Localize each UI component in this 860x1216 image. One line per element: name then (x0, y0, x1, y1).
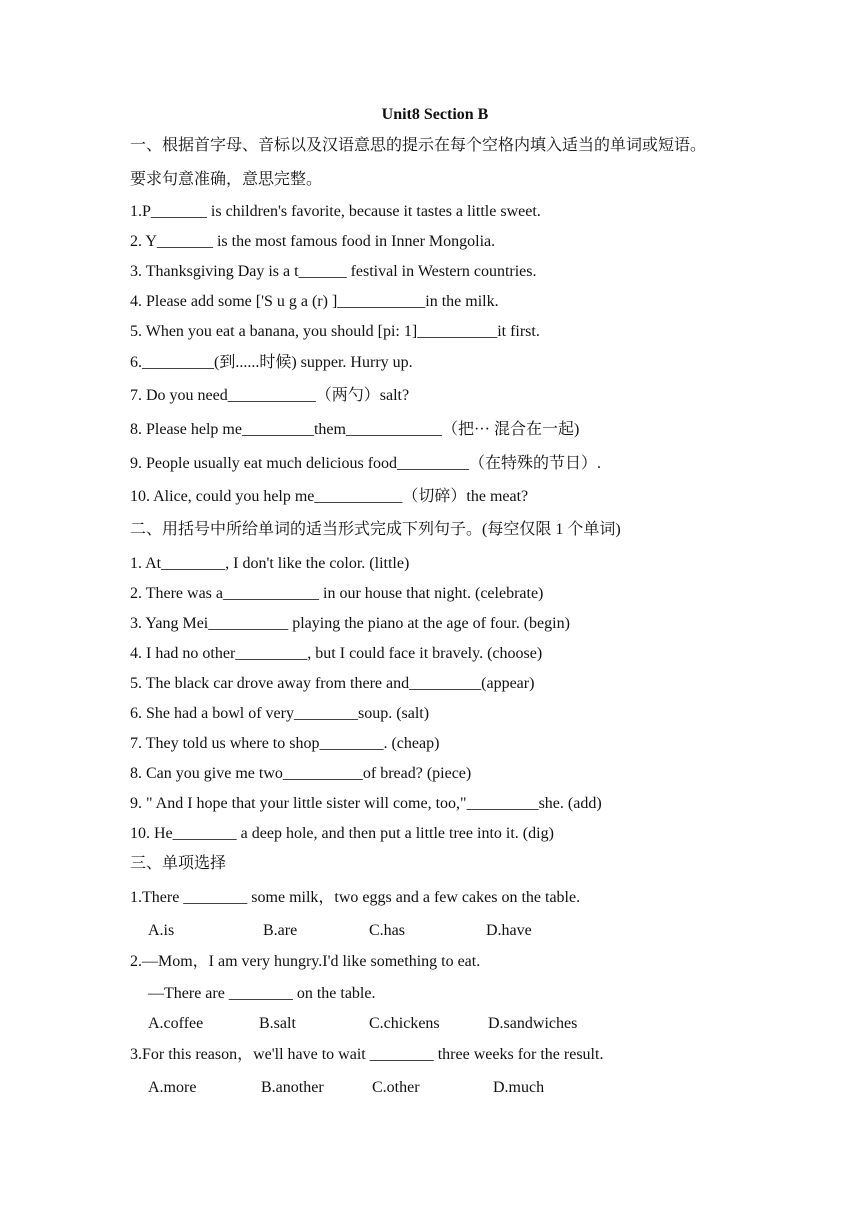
section1-item-9: 9. People usually eat much delicious food_________（在特殊的节日）. (130, 455, 602, 472)
section3-q3-stem: 3.For this reason，we'll have to wait ________ three weeks for the result. (130, 1046, 604, 1063)
section1-item-5: 5. When you eat a banana, you should [pi: 1]__________it first. (130, 323, 540, 340)
section1-item-10: 10. Alice, could you help me___________（切碎）the meat? (130, 488, 529, 505)
section2-item-10: 10. He________ a deep hole, and then put a little tree into it. (dig) (130, 825, 554, 842)
q2-option-b: B.salt (259, 1015, 296, 1032)
q2-option-d: D.sandwiches (488, 1015, 578, 1032)
section2-item-1: 1. At________, I don't like the color. (little) (130, 555, 410, 572)
section2-heading: 二、用括号中所给单词的适当形式完成下列句子。(每空仅限 1 个单词) (130, 521, 621, 538)
section1-item-6: 6._________(到......时候) supper. Hurry up. (130, 354, 413, 371)
section2-item-7: 7. They told us where to shop________. (cheap) (130, 735, 440, 752)
q3-option-c: C.other (372, 1079, 420, 1096)
section2-item-2: 2. There was a____________ in our house that night. (celebrate) (130, 585, 544, 602)
section2-item-9: 9. " And I hope that your little sister will come, too,"_________she. (add) (130, 795, 602, 812)
section1-heading: 一、根据首字母、音标以及汉语意思的提示在每个空格内填入适当的单词或短语。 (130, 137, 707, 154)
section3-heading: 三、单项选择 (130, 855, 227, 872)
q1-option-a: A.is (148, 922, 175, 939)
section1-item-2: 2. Y_______ is the most famous food in Inner Mongolia. (130, 233, 496, 250)
q1-option-b: B.are (263, 922, 298, 939)
q2-option-c: C.chickens (369, 1015, 440, 1032)
section1-item-7: 7. Do you need___________（两勺）salt? (130, 387, 410, 404)
q2-option-a: A.coffee (148, 1015, 204, 1032)
q3-option-a: A.more (148, 1079, 197, 1096)
section3-q1-stem: 1.There ________ some milk，two eggs and a few cakes on the table. (130, 889, 581, 906)
q3-option-d: D.much (493, 1079, 545, 1096)
section1-item-1: 1.P_______ is children's favorite, because it tastes a little sweet. (130, 203, 541, 220)
section1-item-8: 8. Please help me_________them____________（把··· 混合在一起) (130, 421, 580, 438)
section2-item-5: 5. The black car drove away from there and_________(appear) (130, 675, 535, 692)
q1-option-d: D.have (486, 922, 532, 939)
q1-option-c: C.has (369, 922, 405, 939)
section2-item-4: 4. I had no other_________, but I could face it bravely. (choose) (130, 645, 543, 662)
section3-q2-stem: 2.—Mom，I am very hungry.I'd like something to eat. (130, 953, 481, 970)
page-title: Unit8 Section B (381, 106, 489, 123)
section1-heading-cont: 要求句意准确，意思完整。 (130, 171, 323, 188)
section2-item-3: 3. Yang Mei__________ playing the piano at the age of four. (begin) (130, 615, 570, 632)
section1-item-3: 3. Thanksgiving Day is a t______ festival in Western countries. (130, 263, 537, 280)
section3-q2-stem2: —There are ________ on the table. (148, 985, 376, 1002)
section2-item-6: 6. She had a bowl of very________soup. (salt) (130, 705, 430, 722)
section1-item-4: 4. Please add some ['S u g a (r) ]___________in the milk. (130, 293, 499, 310)
section2-item-8: 8. Can you give me two__________of bread? (piece) (130, 765, 472, 782)
q3-option-b: B.another (261, 1079, 324, 1096)
